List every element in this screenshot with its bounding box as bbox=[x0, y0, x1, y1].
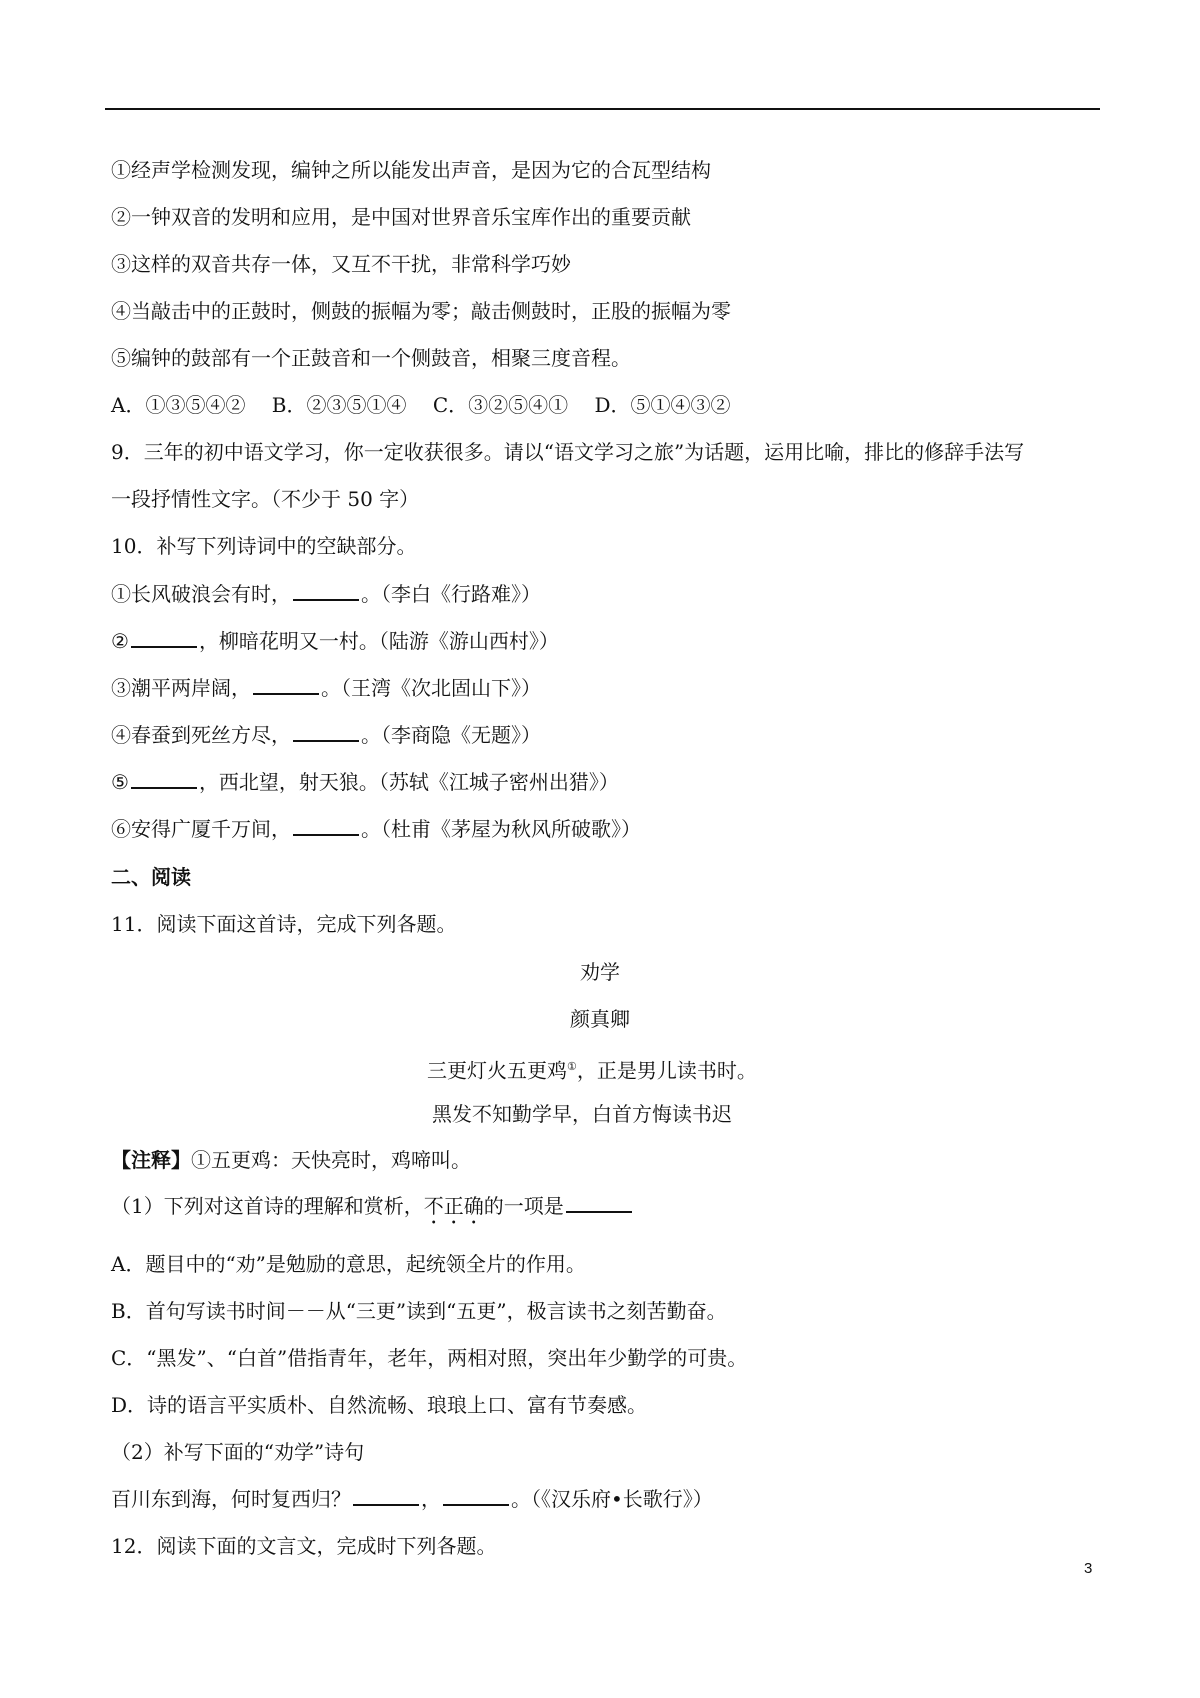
option-d: D．诗的语言平实质朴、自然流畅、琅琅上口、富有节奏感。 bbox=[111, 1393, 648, 1417]
poem-fill-4: ④春蚕到死丝方尽， 。（李商隐《无题》） bbox=[111, 723, 541, 747]
question-9-line-1: 9．三年的初中语文学习，你一定收获很多。请以“语文学习之旅”为话题，运用比喻，排比的修辞手法写 bbox=[111, 440, 1025, 464]
annotation: 【注释】①五更鸡：天快亮时，鸡啼叫。 bbox=[111, 1148, 471, 1172]
option-c: C．“黑发”、“白首”借指青年，老年，两相对照，突出年少勤学的可贵。 bbox=[111, 1346, 748, 1370]
sentence-3: ③这样的双音共存一体，又互不干扰，非常科学巧妙 bbox=[111, 252, 571, 276]
poem-author: 颜真卿 bbox=[570, 1007, 630, 1031]
fill-in-line: 百川东到海，何时复西归？ ， 。（《汉乐府•长歌行》） bbox=[111, 1487, 713, 1511]
option-a: A．题目中的“劝”是勉励的意思，起统领全片的作用。 bbox=[111, 1252, 586, 1276]
poem-line-2: 黑发不知勤学早，白首方悔读书迟 bbox=[432, 1102, 732, 1126]
poem-fill-1: ①长风破浪会有时， 。（李白《行路难》） bbox=[111, 582, 541, 606]
answer-blank[interactable] bbox=[131, 628, 197, 648]
poem-fill-3: ③潮平两岸阔， 。（王湾《次北固山下》） bbox=[111, 676, 541, 700]
question-8-options: A．①③⑤④② B．②③⑤①④ C．③②⑤④① D．⑤①④③② bbox=[111, 393, 731, 417]
answer-blank[interactable] bbox=[293, 581, 359, 601]
sentence-1: ①经声学检测发现，编钟之所以能发出声音，是因为它的合瓦型结构 bbox=[111, 158, 711, 182]
answer-blank[interactable] bbox=[293, 816, 359, 836]
header-rule bbox=[105, 108, 1100, 110]
question-12: 12．阅读下面的文言文，完成时下列各题。 bbox=[111, 1534, 497, 1558]
poem-line-1: 三更灯火五更鸡①，正是男儿读书时。 bbox=[427, 1058, 757, 1083]
sub-question-1: （1）下列对这首诗的理解和赏析，不正确的一项是 bbox=[111, 1192, 634, 1229]
answer-blank[interactable] bbox=[566, 1193, 632, 1213]
answer-blank[interactable] bbox=[443, 1486, 509, 1506]
answer-blank[interactable] bbox=[253, 675, 319, 695]
poem-title: 劝学 bbox=[580, 960, 620, 984]
sentence-2: ②一钟双音的发明和应用，是中国对世界音乐宝库作出的重要贡献 bbox=[111, 205, 691, 229]
question-11: 11．阅读下面这首诗，完成下列各题。 bbox=[111, 912, 457, 936]
option-b: B．首句写读书时间－－从“三更”读到“五更”，极言读书之刻苦勤奋。 bbox=[111, 1299, 727, 1323]
poem-fill-2: ② ，柳暗花明又一村。（陆游《游山西村》） bbox=[111, 629, 559, 653]
sentence-5: ⑤编钟的鼓部有一个正鼓音和一个侧鼓音，相聚三度音程。 bbox=[111, 346, 631, 370]
sub-question-2: （2）补写下面的“劝学”诗句 bbox=[111, 1440, 365, 1464]
question-9-line-2: 一段抒情性文字。（不少于 50 字） bbox=[111, 487, 420, 511]
poem-fill-5: ⑤ ，西北望，射天狼。（苏轼《江城子密州出猎》） bbox=[111, 770, 619, 794]
poem-fill-6: ⑥安得广厦千万间， 。（杜甫《茅屋为秋风所破歌》） bbox=[111, 817, 641, 841]
answer-blank[interactable] bbox=[131, 769, 197, 789]
page-number: 3 bbox=[1084, 1560, 1093, 1577]
answer-blank[interactable] bbox=[293, 722, 359, 742]
sentence-4: ④当敲击中的正鼓时，侧鼓的振幅为零；敲击侧鼓时，正股的振幅为零 bbox=[111, 299, 731, 323]
footnote-marker: ① bbox=[567, 1060, 577, 1073]
question-10: 10．补写下列诗词中的空缺部分。 bbox=[111, 534, 417, 558]
answer-blank[interactable] bbox=[353, 1486, 419, 1506]
section-2-heading: 二、阅读 bbox=[111, 865, 191, 889]
